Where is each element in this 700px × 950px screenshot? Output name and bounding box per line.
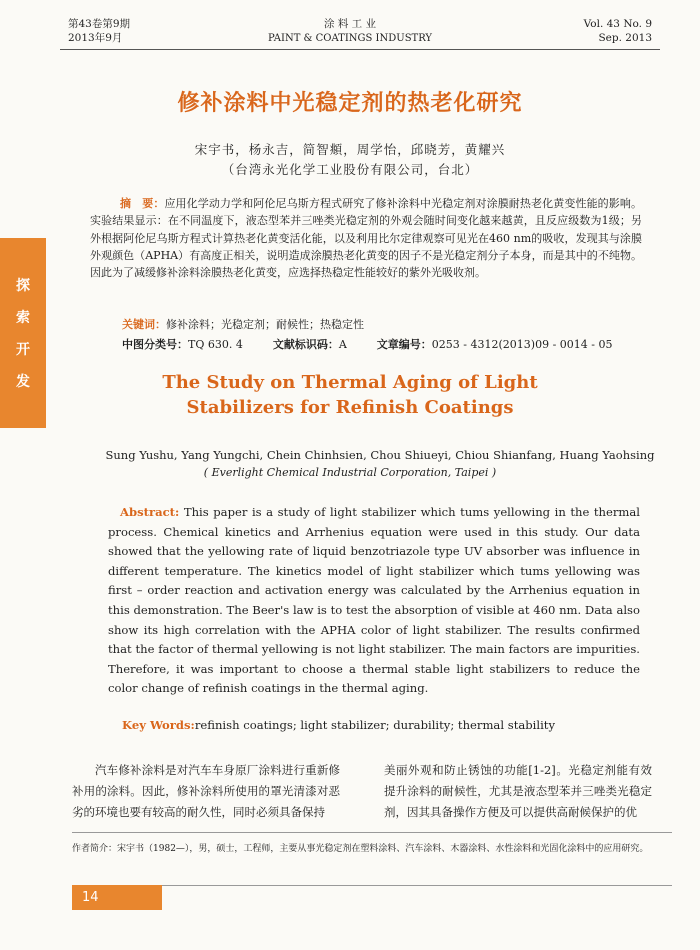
abstract-label-cn: 摘 要： <box>120 197 165 210</box>
side-tab-char: 发 <box>16 374 30 390</box>
keywords-label-en: Key Words: <box>122 718 195 732</box>
footnote-label: 作者简介： <box>72 844 118 854</box>
title-en-line: Stabilizers for Refinish Coatings <box>186 397 514 418</box>
keywords-en <box>122 718 555 732</box>
article-number: 文章编号：0253 - 4312(2013)09 - 0014 - 05 <box>376 338 613 351</box>
header-rule <box>60 49 660 50</box>
document-code: 文献标识码：A <box>272 338 347 351</box>
body-column-left: 汽车修补涂料是对汽车车身原厂涂料进行重新修补用的涂料。因此，修补涂料所使用的罩光清漆对恶劣的环境也要有较高的耐久性，同时必须具备保持 <box>72 763 340 819</box>
class-number: 中图分类号：TQ 630. 4 <box>122 338 243 351</box>
header-volume-cn: 第43卷第9期 <box>68 18 131 30</box>
title-en-line: The Study on Thermal Aging of Light <box>162 372 538 393</box>
page-number: 14 <box>72 885 162 910</box>
abstract-cn <box>90 195 642 281</box>
journal-name-en: PAINT & COATINGS INDUSTRY <box>267 33 433 44</box>
authors-en: Sung Yushu, Yang Yungchi, Chein Chinhsien, Chou Shiueyi, Chiou Shianfang, Huang Yaohsing <box>105 448 655 462</box>
header-date-en: Sep. 2013 <box>598 32 652 44</box>
side-tab-char: 探 <box>16 278 30 294</box>
author-footnote <box>72 840 672 858</box>
footnote-text: 宋宇书（1982—），男，硕士，工程师，主要从事光稳定剂在塑料涂料、汽车涂料、木器涂料、水性涂料和光固化涂料中的应用研究。 <box>117 844 649 854</box>
classification-row <box>122 336 612 352</box>
keywords-cn <box>122 316 364 332</box>
article-title-en <box>0 370 700 420</box>
header-volume-en: Vol. 43 No. 9 <box>583 18 652 30</box>
keywords-label-cn: 关键词： <box>122 318 166 331</box>
abstract-text-cn: 应用化学动力学和阿伦尼乌斯方程式研究了修补涂料中光稳定剂对涂膜耐热老化黄变性能的影响。实验结果显示：在不同温度下，液态型苯并三唑类光稳定剂的外观会随时间变化越来越黄，且反应级数为1级；另外根据阿伦尼乌斯方程式计算热老化黄变活化能，以及利用比尔定律观察可见光在460 nm的吸收，发现其与涂膜外观颜色（APHA）有高度正相关，说明造成涂膜热老化黄变的因子不是光稳定剂分子本身，而是其中的不纯物。因此为了减缓修补涂料涂膜热老化黄变，应选择热稳定性能较好的紫外光吸收剂。 <box>90 197 642 280</box>
affiliation-cn: （台湾永光化学工业股份有限公司，台北） <box>221 162 479 177</box>
body-column-right: 美丽外观和防止锈蚀的功能[1-2]。光稳定剂能有效提升涂料的耐候性，尤其是液态型苯并三唑类光稳定剂，因其具备操作方便及可以提供高耐候保护的优 <box>384 763 652 819</box>
header-date-cn: 2013年9月 <box>68 32 123 44</box>
journal-name-cn: 涂 料 工 业 <box>323 18 376 30</box>
abstract-en <box>108 503 640 699</box>
keywords-text-en: refinish coatings; light stabilizer; durability; thermal stability <box>194 718 556 732</box>
side-tab-char: 开 <box>16 342 30 358</box>
side-tab-char: 索 <box>16 310 30 326</box>
abstract-label-en: Abstract: <box>120 505 180 519</box>
article-title-cn: 修补涂料中光稳定剂的热老化研究 <box>177 91 523 116</box>
abstract-text-en: This paper is a study of light stabilizer which tums yellowing in the thermal process. Chemical kinetics and Arrhenius equation were used in this study. Our data showed that the yellowing rate of liquid benzotriazole type UV absorber was influence in different temperature. The kinetics model of light stabilizer which tums yellowing was first – order reaction and activation energy was calculated by the Arrhenius equation in this demonstration. The Beer's law is to test the absorption of visible at 460 nm. Data also show its high correlation with the APHA color of light stabilizer. The results confirmed that the factor of thermal yellowing is not light stabilizer. The main factors are impurities. Therefore, it was important to choose a thermal stable light stabilizers to reduce the color change of refinish coatings in the thermal aging. <box>108 505 641 696</box>
affiliation-en: ( Everlight Chemical Industrial Corporation, Taipei ) <box>203 466 497 479</box>
footnote-rule <box>72 832 672 833</box>
authors-cn: 宋宇书，杨永吉，简智頫，周学怡，邱晓芳，黄耀兴 <box>194 142 506 157</box>
keywords-text-cn: 修补涂料；光稳定剂；耐候性；热稳定性 <box>166 318 364 331</box>
footer-rule <box>72 885 672 886</box>
